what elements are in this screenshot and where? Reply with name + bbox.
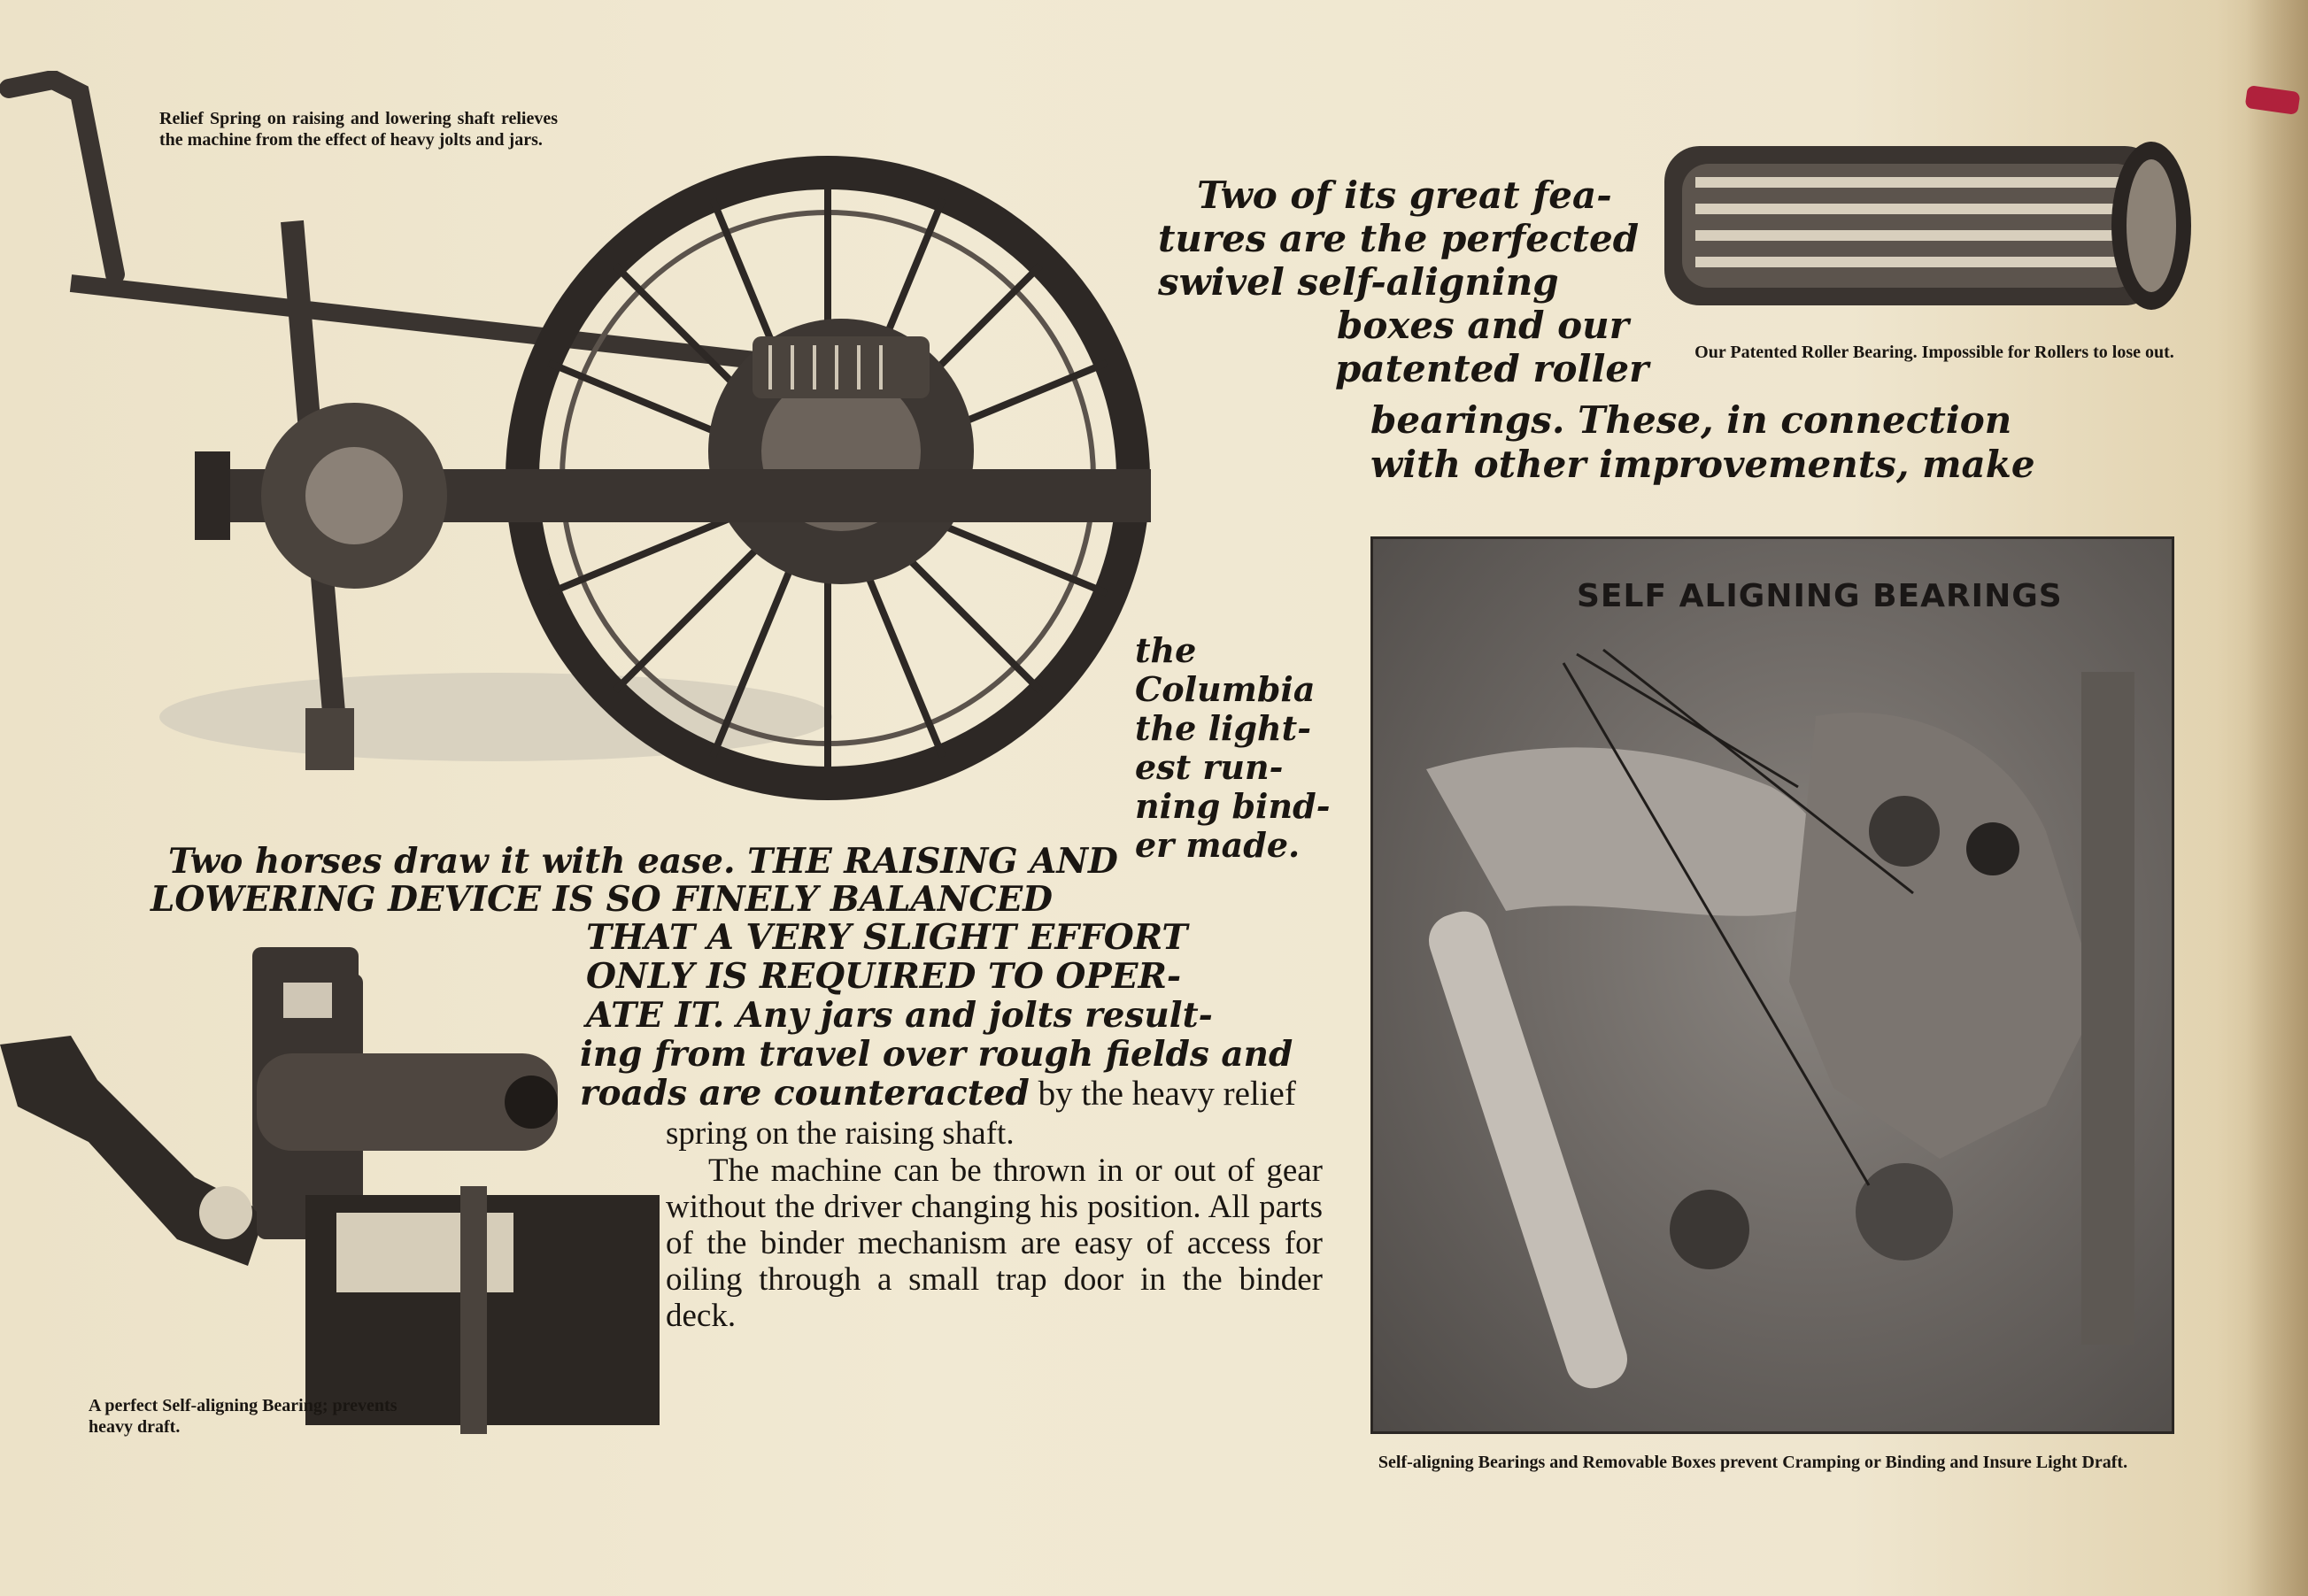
horses-line-4: ONLY IS REQUIRED TO OPER-: [586, 956, 1182, 997]
features-line-1: Two of its great fea-: [1197, 173, 1612, 217]
features-line-6: bearings. These, in connection: [1370, 398, 2012, 442]
roller-bearing-illustration: [1656, 128, 2204, 323]
horses-line-7: [580, 1073, 1296, 1114]
photo-sign-text: SELF ALIGNING BEARINGS: [1577, 578, 2063, 614]
features-line-2: tures are the perfected: [1158, 217, 1640, 260]
photo-content: [1373, 539, 2172, 1431]
features-line-5: patented roller: [1335, 347, 1649, 390]
horses-line-7-roman: by the heavy relief: [1029, 1075, 1296, 1113]
horses-line-7-italic: roads are counteracted: [580, 1073, 1030, 1114]
features-line-3: swivel self-aligning: [1158, 260, 1559, 304]
features-line-4: boxes and our: [1337, 304, 1629, 347]
photo-caption: Self-aligning Bearings and Removable Boxes prevent Cramping or Binding and Insure Light Draft.: [1378, 1453, 2128, 1472]
features-line-7: with other improvements, make: [1370, 443, 2035, 486]
horses-line-1: Two horses draw it with ease. THE RAISING AND: [168, 841, 1118, 882]
horses-line-6: ing from travel over rough fields and: [580, 1034, 1293, 1075]
column-line-2: Columbia: [1135, 669, 1316, 709]
self-aligning-bearing-caption: A perfect Self-aligning Bearing; prevents heavy draft.: [89, 1396, 398, 1437]
horses-line-8: spring on the raising shaft.: [666, 1115, 1015, 1152]
roller-bearing-caption: Our Patented Roller Bearing. Impossible for Rollers to lose out.: [1694, 343, 2174, 362]
gear-paragraph: The machine can be thrown in or out of gear without the driver changing his position. All parts of the binder mechanism are easy of access for oiling through a small trap door in the binder deck.: [666, 1153, 1323, 1334]
relief-spring-caption: Relief Spring on raising and lowering shaft relieves the machine from the effect of heavy jolts and jars.: [159, 109, 558, 150]
book-spine-shadow: [2246, 0, 2308, 1596]
column-line-5: ning bind-: [1135, 786, 1331, 826]
column-line-4: est run-: [1135, 747, 1284, 787]
column-line-6: er made.: [1135, 825, 1301, 865]
horses-line-2: LOWERING DEVICE IS SO FINELY BALANCED: [151, 879, 1053, 920]
binder-wheel-illustration: [0, 71, 1151, 850]
horses-line-3: THAT A VERY SLIGHT EFFORT: [586, 917, 1188, 958]
column-line-3: the light-: [1135, 708, 1311, 748]
self-aligning-bearing-illustration: [0, 947, 673, 1443]
column-line-1: the: [1135, 630, 1197, 670]
hand-on-bearing-photo: [1370, 536, 2174, 1434]
horses-line-5: ATE IT. Any jars and jolts result-: [586, 995, 1213, 1036]
